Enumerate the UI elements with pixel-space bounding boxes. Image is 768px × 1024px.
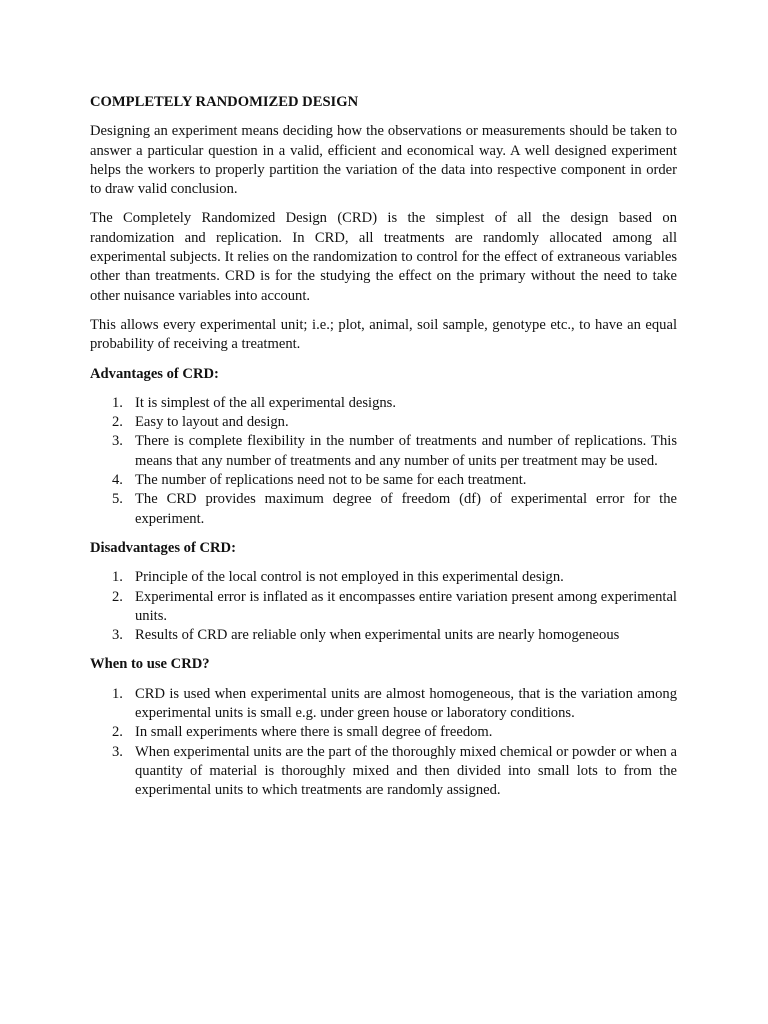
crd-definition-paragraph: The Completely Randomized Design (CRD) is the simplest of all the design based on randomization and replication. In CRD, all treatments are randomly allocated among all experimental subjects. It relies on the randomization to control for the effect of extraneous variables other than treatments. CRD is for the studying the effect on the primary without the need to take other nuisance variables into account. [90,210,677,304]
disadvantages-list [90,568,677,645]
list-item [90,743,677,801]
list-item-number: 1. [112,685,123,702]
list-item-text: The CRD provides maximum degree of freedom (df) of experimental error for the experiment. [135,491,677,527]
list-item-text: Results of CRD are reliable only when experimental units are nearly homogeneous [135,627,620,644]
list-item-number: 1. [112,569,123,586]
document-title: COMPLETELY RANDOMIZED DESIGN [90,94,359,110]
list-item [90,685,677,724]
list-item-text: Experimental error is inflated as it encompasses entire variation present among experimental units. [135,588,677,624]
equal-probability-paragraph: This allows every experimental unit; i.e.; plot, animal, soil sample, genotype etc., to have an equal probability of receiving a treatment. [90,316,677,353]
list-item-text: It is simplest of the all experimental designs. [135,394,397,411]
list-item-number: 3. [112,627,123,644]
list-item [90,432,677,471]
list-item-number: 3. [112,433,123,450]
list-item-text: CRD is used when experimental units are almost homogeneous, that is the variation among experimental units is small e.g. under green house or laboratory conditions. [135,685,677,722]
when-to-use-heading: When to use CRD? [90,656,210,673]
when-to-use-list [90,685,677,801]
list-item-number: 2. [112,724,123,741]
disadvantages-heading: Disadvantages of CRD: [90,539,236,556]
advantages-list [90,394,677,529]
list-item [90,568,677,587]
list-item-text: Easy to layout and design. [135,414,289,431]
list-item [90,471,677,490]
list-item-text: Principle of the local control is not employed in this experimental design. [135,569,564,586]
list-item-number: 1. [112,394,123,411]
list-item [90,626,677,645]
list-item [90,588,677,627]
list-item-number: 5. [112,491,123,508]
list-item-text: There is complete flexibility in the number of treatments and number of replications. This means that any number of treatments and any number of units per treatment may be used. [135,433,677,469]
list-item [90,394,677,413]
document-page [90,93,677,811]
list-item-text: The number of replications need not to be same for each treatment. [135,472,527,489]
list-item-text: When experimental units are the part of the thoroughly mixed chemical or powder or when a quantity of material is thoroughly mixed and then divided into small lots to from the experimental units to which treatments are randomly assigned. [135,743,677,799]
list-item-text: In small experiments where there is small degree of freedom. [135,724,493,741]
list-item-number: 2. [112,414,123,431]
list-item [90,413,677,432]
list-item [90,490,677,529]
list-item-number: 2. [112,588,123,605]
list-item [90,723,677,742]
advantages-heading: Advantages of CRD: [90,365,219,382]
list-item-number: 4. [112,472,123,489]
intro-paragraph: Designing an experiment means deciding how the observations or measurements should be taken to answer a particular question in a valid, efficient and economical way. A well designed experiment helps the workers to properly partition the variation of the data into respective component in order to draw valid conclusion. [90,123,677,198]
list-item-number: 3. [112,743,123,760]
